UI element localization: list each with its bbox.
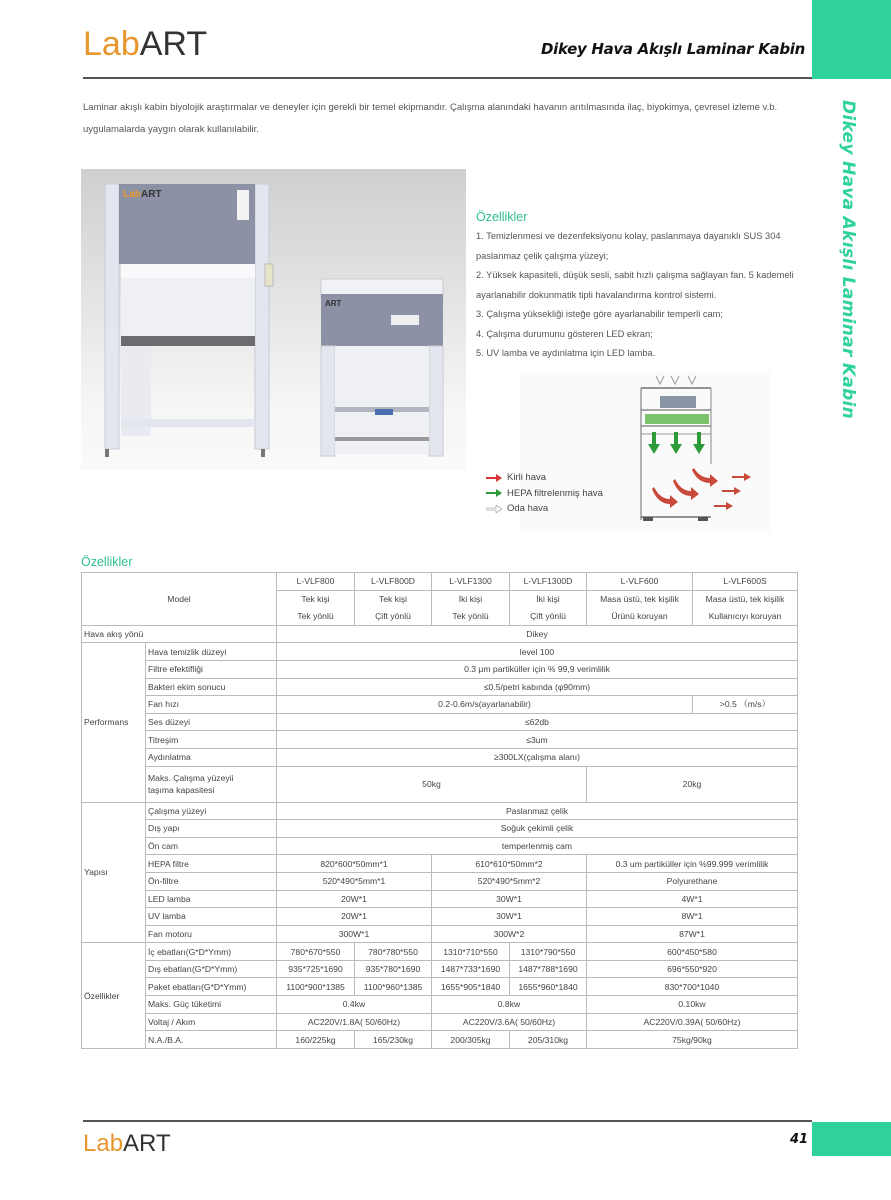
cell-value: 600*450*580 [587,943,798,961]
feature-item: 3. Çalışma yüksekliği isteğe göre ayarlanabilir temperli cam; [476,309,723,319]
row-label: Ön cam [146,837,277,855]
row-label: Filtre efektifliği [146,660,277,678]
product-photo [81,169,466,470]
logo-art: ART [139,25,208,63]
group-label-specs: Özellikler [82,943,146,1049]
cell-value: 0.3 μm partiküller için % 99,9 verimlilik [277,660,798,678]
model-code: L-VLF600 [587,573,693,591]
laminar-cabinets-illustration [81,169,466,470]
photo-logo-art: ART [141,189,162,200]
row-label: Fan motoru [146,925,277,943]
legend-item-dirty-air [486,470,603,486]
cell-value: AC220V/1.8A( 50/60Hz) [277,1013,432,1031]
table-row [82,943,798,961]
cell-value: 205/310kg [510,1031,587,1049]
logo-lab: Lab [83,25,140,63]
cell-value: 820*600*50mm*1 [277,855,432,873]
table-row [82,978,798,996]
table-row [82,696,798,714]
outline-arrow-icon [486,505,502,513]
cell-value: 300W*2 [432,925,587,943]
table-row [82,908,798,926]
spec-table-title: Özellikler [81,555,133,569]
cell-value: 1487*788*1690 [510,960,587,978]
airflow-legend [486,470,603,517]
cell-value: ≤0.5/petri kabında (φ90mm) [277,678,798,696]
table-row [82,731,798,749]
cell-value: temperlenmiş cam [277,837,798,855]
model-code: L-VLF800D [355,573,432,591]
cell-value: 4W*1 [587,890,798,908]
page-title: Dikey Hava Akışlı Laminar Kabin [540,40,805,58]
feature-item: 5. UV lamba ve aydınlatma için LED lamba. [476,348,656,358]
cell-value: 0.4kw [277,996,432,1014]
row-label: Titreşim [146,731,277,749]
model-desc: Tek kişi [277,590,355,608]
cell-value: Polyurethane [587,872,798,890]
cell-value: Dikey [277,625,798,643]
table-row [82,643,798,661]
cell-value: 20kg [587,766,798,802]
cell-value: 1487*733*1690 [432,960,510,978]
table-row [82,925,798,943]
cell-value: AC220V/0.39A( 50/60Hz) [587,1013,798,1031]
logo-art: ART [123,1130,171,1157]
side-title: Dikey Hava Akışlı Laminar Kabin [838,100,858,420]
table-row [82,748,798,766]
table-row [82,820,798,838]
row-label-line: taşıma kapasitesi [148,785,215,796]
cell-value: 300W*1 [277,925,432,943]
row-label: Çalışma yüzeyi [146,802,277,820]
table-row [82,872,798,890]
legend-label: Oda hava [507,503,549,515]
cell-value: 0.10kw [587,996,798,1014]
row-label: İç ebatları(G*D*Ymm) [146,943,277,961]
model-code: L-VLF1300 [432,573,510,591]
header-divider [83,77,812,79]
legend-item-room-air [486,501,603,517]
row-label: Aydınlatma [146,748,277,766]
model-desc: Çift yönlü [355,608,432,626]
cell-value: 830*700*1040 [587,978,798,996]
table-row [82,855,798,873]
table-row [82,802,798,820]
table-row [82,960,798,978]
model-desc: Tek yönlü [277,608,355,626]
cell-value: Paslanmaz çelik [277,802,798,820]
page-number: 41 [790,1132,809,1147]
model-desc: Tek yönlü [432,608,510,626]
feature-item: 1. Temizlenmesi ve dezenfeksiyonu kolay, paslanmaya dayanıklı SUS 304 paslanmaz çelik çalışma yüzeyi; [476,231,781,261]
cell-value: 0.2-0.6m/s(ayarlanabilir) [277,696,693,714]
table-row [82,660,798,678]
row-label: UV lamba [146,908,277,926]
table-row [82,766,798,802]
legend-item-hepa-air [486,486,603,502]
cell-value: 520*490*5mm*1 [277,872,432,890]
model-code: L-VLF600S [693,573,798,591]
cell-value: 696*550*920 [587,960,798,978]
row-label: Dış yapı [146,820,277,838]
row-label [146,766,277,802]
model-desc: Çift yönlü [510,608,587,626]
table-row [82,713,798,731]
row-label: Paket ebatları(G*D*Ymm) [146,978,277,996]
row-label: Fan hızı [146,696,277,714]
cell-value: 1310*710*550 [432,943,510,961]
cell-value: 0.8kw [432,996,587,1014]
model-desc: Tek kişi [355,590,432,608]
row-label-line: Maks. Çalışma yüzeyii [148,773,234,784]
intro-paragraph: Laminar akışlı kabin biyolojik araştırmalar ve deneyler için gerekli bir temel ekipmandır. Çalışma alanındaki havanın arıtılmasında ilaç, biyokimya, çevresel izleme v.b. uygulamalarda yaygın olarak kullanılabilir. [83,102,778,135]
row-label: HEPA filtre [146,855,277,873]
cell-value: 165/230kg [355,1031,432,1049]
row-label: Voltaj / Akım [146,1013,277,1031]
cell-value: Soğuk çekimli çelik [277,820,798,838]
table-row [82,1013,798,1031]
red-arrow-icon [486,474,502,482]
table-row [82,996,798,1014]
legend-label: Kirli hava [507,472,547,484]
row-label: Dış ebatları(G*D*Ymm) [146,960,277,978]
group-label-structure: Yapısı [82,802,146,943]
row-label: Ses düzeyi [146,713,277,731]
logo-lab: Lab [83,1130,124,1157]
cell-value: 520*490*5mm*2 [432,872,587,890]
cell-value: 1100*900*1385 [277,978,355,996]
feature-item: 4. Çalışma durumunu gösteren LED ekran; [476,328,653,339]
model-desc: Masa üstü, tek kişilik [693,590,798,608]
row-label: Bakteri ekim sonucu [146,678,277,696]
cell-value: 8W*1 [587,908,798,926]
table-row [82,1031,798,1049]
cell-value: 935*780*1690 [355,960,432,978]
model-header: Model [82,573,277,626]
cell-value: 1310*790*550 [510,943,587,961]
green-tab-decoration [812,1122,891,1156]
cell-value: AC220V/3.6A( 50/60Hz) [432,1013,587,1031]
green-arrow-icon [486,489,502,497]
cell-value: 50kg [277,766,587,802]
cell-value: 30W*1 [432,908,587,926]
features-list [476,227,806,364]
model-code: L-VLF800 [277,573,355,591]
row-label: Ön-filtre [146,872,277,890]
feature-item: 2. Yüksek kapasiteli, düşük sesli, sabit hızlı çalışma sağlayan fan. 5 kademeli ayarlanabilir dokunmatik tipli havalandırma kontrol sistemi. [476,270,794,300]
table-row [82,890,798,908]
cell-value: ≥300LX(çalışma alanı) [277,748,798,766]
cell-value: 610*610*50mm*2 [432,855,587,873]
svg-text:ART: ART [325,299,342,308]
cell-value: 20W*1 [277,890,432,908]
cell-value: 200/305kg [432,1031,510,1049]
cell-value: ≤3um [277,731,798,749]
cell-value: 30W*1 [432,890,587,908]
cell-value: 0.3 um partiküller için %99.999 verimlilik [587,855,798,873]
photo-logo-lab: Lab [123,189,141,200]
cell-value: 1655*960*1840 [510,978,587,996]
model-desc: Masa üstü, tek kişilik [587,590,693,608]
legend-label: HEPA filtrelenmiş hava [507,487,603,499]
features-title: Özellikler [476,210,528,224]
table-row [82,837,798,855]
row-label: Maks. Güç tüketimi [146,996,277,1014]
cell-value: 20W*1 [277,908,432,926]
footer-logo [83,1130,171,1158]
table-row [82,678,798,696]
cell-value: 1655*905*1840 [432,978,510,996]
cell-value: 935*725*1690 [277,960,355,978]
cell-value: 780*780*550 [355,943,432,961]
features-section [476,210,806,364]
cell-value: 1100*960*1385 [355,978,432,996]
cell-value: level 100 [277,643,798,661]
row-label: Hava temizlik düzeyi [146,643,277,661]
cell-value: ≤62db [277,713,798,731]
footer-divider [83,1120,812,1122]
table-row [82,625,798,643]
model-desc: İki kişi [510,590,587,608]
row-label: N.A./B.A. [146,1031,277,1049]
brand-logo [83,25,207,64]
group-label-performance: Performans [82,643,146,802]
cell-value: 160/225kg [277,1031,355,1049]
model-code: L-VLF1300D [510,573,587,591]
row-label: LED lamba [146,890,277,908]
green-tab-decoration [812,0,891,79]
cell-value: 87W*1 [587,925,798,943]
model-desc: Ürünü koruyan [587,608,693,626]
cell-value: 780*670*550 [277,943,355,961]
model-desc: Kullanıcıyı koruyan [693,608,798,626]
spec-table [81,572,798,1049]
table-row-model-codes [82,573,798,591]
cell-value: >0.5 （m/s） [693,696,798,714]
model-desc: İki kişi [432,590,510,608]
row-label: Hava akış yönü [82,625,277,643]
cell-value: 75kg/90kg [587,1031,798,1049]
